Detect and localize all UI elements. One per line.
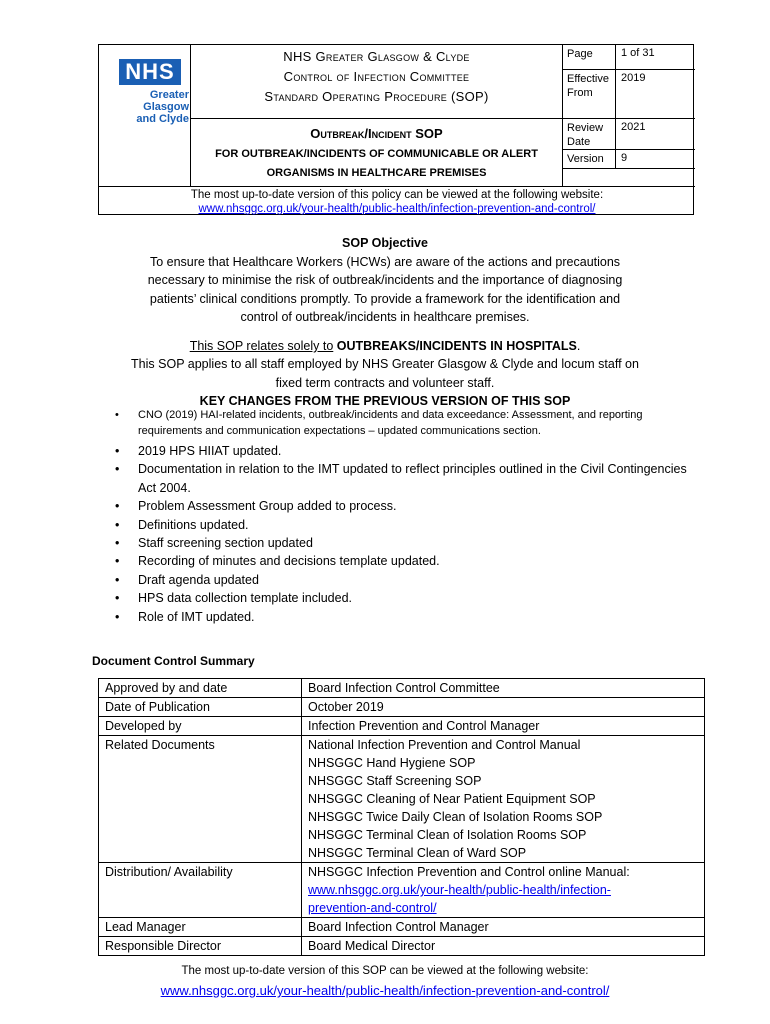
table-row: Related Documents National Infection Prevention and Control Manual NHSGGC Hand Hygiene SOP NHSGGC Staff Screening SOP NHSGGC Cleaning of Near Patient Equipment SOP NHSGGC Twice Daily Clean of Isolation Rooms SOP NHSGGC Terminal Clean of Isolation Rooms SOP NHSGGC Terminal Clean of Ward SOP: [99, 736, 705, 863]
header-title-block: [191, 45, 563, 119]
doc-control-title: Document Control Summary: [92, 654, 255, 668]
list-item: • 2019 HPS HIIAT updated.: [112, 442, 692, 460]
table-row: Responsible Director Board Medical Director: [99, 937, 705, 956]
scope-relates: This SOP relates solely to OUTBREAKS/INCIDENTS IN HOSPITALS.: [189, 339, 581, 353]
sop-objective: [80, 234, 690, 327]
list-item: • CNO (2019) HAI-related incidents, outbreak/incidents and data exceedance: Assessment, and reporting requirements and communication expectations – updated communications section.: [112, 408, 692, 439]
doc-type: Standard Operating Procedure (SOP): [264, 89, 489, 104]
table-row: Developed by Infection Prevention and Control Manager: [99, 717, 705, 736]
list-item: • Role of IMT updated.: [112, 608, 692, 626]
review-label: Review: [567, 122, 604, 134]
key-changes-list: [112, 408, 692, 626]
key-changes-heading: KEY CHANGES FROM THE PREVIOUS VERSION OF THIS SOP: [199, 393, 571, 408]
sop-scope: [80, 337, 690, 410]
committee-name: Control of Infection Committee: [283, 69, 470, 84]
list-item: • HPS data collection template included.: [112, 589, 692, 607]
page-value: 1 of 31: [621, 47, 655, 59]
document-header: [98, 44, 694, 215]
list-item: • Documentation in relation to the IMT updated to reflect principles outlined in the Civil Contingencies Act 2004.: [112, 460, 692, 497]
scope-applies: fixed term contracts and volunteer staff.: [275, 375, 495, 390]
version-cell: [563, 150, 695, 169]
version-label: Version: [567, 153, 604, 165]
sop-subtitle-2: ORGANISMS IN HEALTHCARE PREMISES: [266, 167, 487, 179]
objective-heading: SOP Objective: [342, 236, 428, 250]
page-cell: [563, 45, 695, 70]
table-row: Distribution/ Availability NHSGGC Infection Prevention and Control online Manual: www.nhsggc.org.uk/your-health/public-health/infection- prevention-and-control/: [99, 863, 705, 918]
review-cell: Review Date 2021: [563, 119, 695, 150]
policy-link[interactable]: www.nhsggc.org.uk/your-health/public-health/infection-prevention-and-control/: [198, 203, 596, 215]
org-name: NHS Greater Glasgow & Clyde: [283, 49, 470, 64]
table-row: Date of Publication October 2019: [99, 698, 705, 717]
footer-link[interactable]: www.nhsggc.org.uk/your-health/public-health/infection-prevention-and-control/: [160, 983, 610, 998]
doc-control-table: [98, 678, 705, 956]
sop-subtitle-1: FOR OUTBREAK/INCIDENTS OF COMMUNICABLE OR ALERT: [215, 148, 538, 160]
manual-link[interactable]: www.nhsggc.org.uk/your-health/public-health/infection-: [308, 883, 611, 897]
list-item: • Recording of minutes and decisions template updated.: [112, 552, 692, 570]
effective-cell: Effective From 2019: [563, 70, 695, 119]
objective-line: To ensure that Healthcare Workers (HCWs) are aware of the actions and precautions: [149, 254, 621, 269]
nhs-logo-text: Greater Glasgow and Clyde: [136, 89, 189, 125]
objective-line: patients’ clinical conditions promptly. To provide a framework for the identification and: [149, 291, 621, 306]
list-item: • Problem Assessment Group added to process.: [112, 497, 692, 515]
scope-relates-bold: OUTBREAKS/INCIDENTS IN HOSPITALS: [336, 339, 577, 353]
sop-title-block: [191, 119, 563, 186]
manual-link-cont[interactable]: prevention-and-control/: [308, 901, 437, 915]
sop-title: Outbreak/Incident SOP: [310, 126, 443, 141]
effective-value: 2019: [621, 72, 646, 84]
effective-label: Effective: [567, 73, 609, 85]
table-row: Lead Manager Board Infection Control Manager: [99, 918, 705, 937]
objective-line: necessary to minimise the risk of outbreak/incidents and the importance of diagnosing: [147, 273, 623, 287]
list-item: • Staff screening section updated: [112, 534, 692, 552]
scope-applies: This SOP applies to all staff employed by NHS Greater Glasgow & Clyde and locum staff on: [131, 357, 639, 372]
review-value: 2021: [621, 121, 646, 133]
objective-line: control of outbreak/incidents in healthcare premises.: [240, 310, 530, 324]
nhs-logo: [99, 45, 191, 186]
table-row: Approved by and date Board Infection Control Committee: [99, 679, 705, 698]
list-item: • Draft agenda updated: [112, 571, 692, 589]
footer-note: The most up-to-date version of this SOP can be viewed at the following website:: [181, 965, 589, 977]
nhs-logo-mark: NHS: [119, 59, 181, 85]
version-value: 9: [621, 152, 628, 164]
page-label: Page: [567, 48, 593, 60]
policy-note: The most up-to-date version of this policy can be viewed at the following website: www.nhsggc.org.uk/your-health/public-health/infection-prevention-and-control/: [99, 186, 695, 216]
list-item: • Definitions updated.: [112, 516, 692, 534]
